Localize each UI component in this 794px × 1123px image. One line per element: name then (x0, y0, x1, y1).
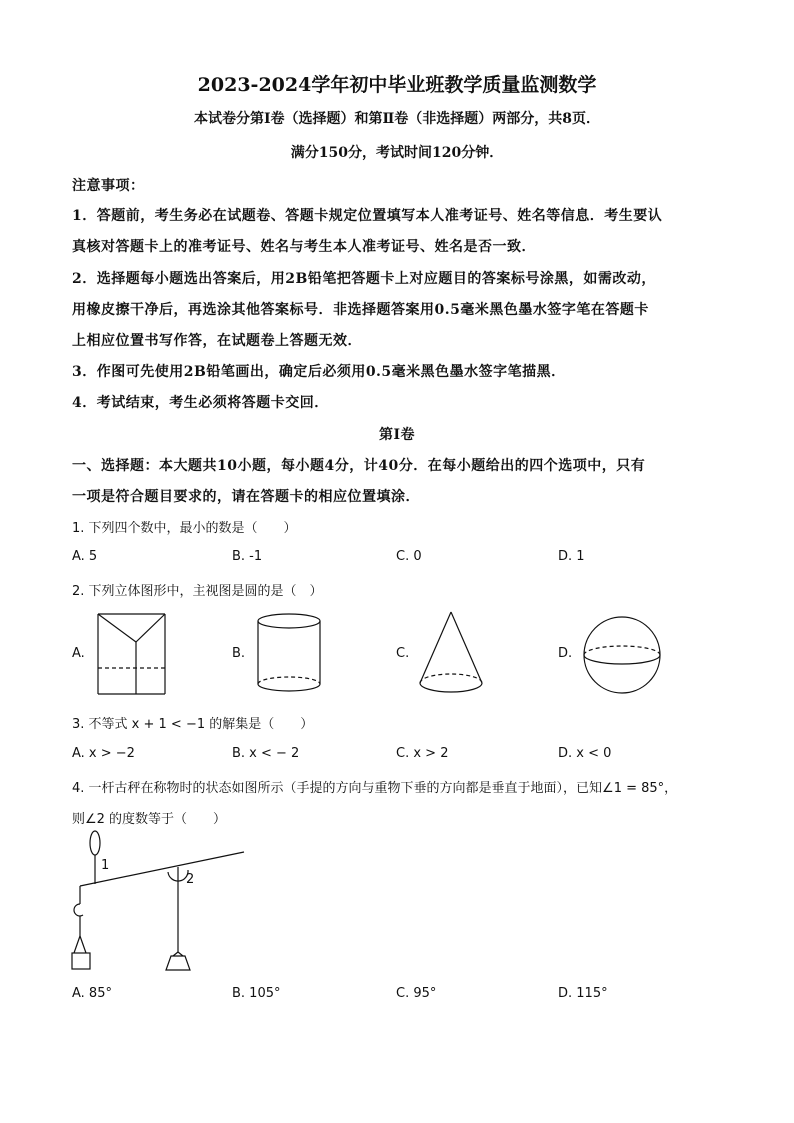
note-2c: 上相应位置书写作答，在试题卷上答题无效． (72, 333, 362, 349)
cylinder-figure (258, 614, 320, 691)
note-3: 3．作图可先使用2B铅笔画出，确定后必须用0.5毫米黑色墨水签字笔描黑． (72, 364, 566, 380)
q2-option-a: A. (72, 646, 85, 661)
steelyard-figure (72, 831, 244, 970)
note-1a: 1．答题前，考生务必在试题卷、答题卡规定位置填写本人准考证号、姓名等信息．考生要认 (72, 208, 663, 224)
note-2b: 用橡皮擦干净后，再选涂其他答案标号．非选择题答案用0.5毫米黑色墨水签字笔在答题卡 (72, 302, 649, 318)
notes-heading: 注意事项： (72, 178, 145, 194)
q3-option-b: B. x < − 2 (232, 746, 300, 761)
q1-option-d: D. 1 (558, 549, 585, 564)
q2-option-d: D. (558, 646, 573, 661)
triangular-prism-figure (98, 614, 165, 694)
q4-option-a: A. 85° (72, 986, 112, 1001)
q4-option-c: C. 95° (396, 986, 437, 1001)
q3-option-c: C. x > 2 (396, 746, 449, 761)
page-title: 2023-2024学年初中毕业班教学质量监测数学 (197, 74, 597, 96)
note-2a: 2．选择题每小题选出答案后，用2B铅笔把答题卡上对应题目的答案标号涂黑，如需改动， (72, 271, 656, 287)
sphere-figure (584, 617, 660, 693)
angle-1-label: 1 (101, 858, 110, 873)
q3-stem: 3. 不等式 x + 1 < −1 的解集是（ ） (72, 717, 314, 732)
q4-option-b: B. 105° (232, 986, 281, 1001)
q1-stem: 1. 下列四个数中，最小的数是（ ） (72, 521, 297, 536)
angle-2-label: 2 (186, 872, 195, 887)
cone-figure (420, 612, 482, 692)
q2-option-b: B. (232, 646, 246, 661)
q3-option-a: A. x > −2 (72, 746, 135, 761)
q1-option-a: A. 5 (72, 549, 98, 564)
q1-option-c: C. 0 (396, 549, 422, 564)
q2-stem: 2. 下列立体图形中，主视图是圆的是（ ） (72, 584, 323, 599)
exam-info-line: 本试卷分第Ⅰ卷（选择题）和第Ⅱ卷（非选择题）两部分，共8页． (193, 111, 601, 127)
q1-option-b: B. -1 (232, 549, 263, 564)
note-1b: 真核对答题卡上的准考证号、姓名与考生本人准考证号、姓名是否一致． (72, 239, 536, 255)
q3-option-d: D. x < 0 (558, 746, 612, 761)
section-intro-b: 一项是符合题目要求的，请在答题卡的相应位置填涂． (72, 489, 420, 505)
q4-stem-a: 4. 一杆古秤在称物时的状态如图所示（手提的方向与重物下垂的方向都是垂直于地面），已知∠1 = 85°， (72, 781, 678, 796)
q4-stem-b: 则∠2 的度数等于（ ） (72, 812, 227, 827)
q2-option-c: C. (396, 646, 410, 661)
note-4: 4．考试结束，考生必须将答题卡交回． (72, 395, 329, 411)
section-title: 第Ⅰ卷 (378, 427, 416, 443)
section-intro-a: 一、选择题：本大题共10小题，每小题4分，计40分．在每小题给出的四个选项中，只有 (72, 458, 646, 474)
exam-score-line: 满分150分，考试时间120分钟． (290, 145, 504, 161)
q4-option-d: D. 115° (558, 986, 608, 1001)
